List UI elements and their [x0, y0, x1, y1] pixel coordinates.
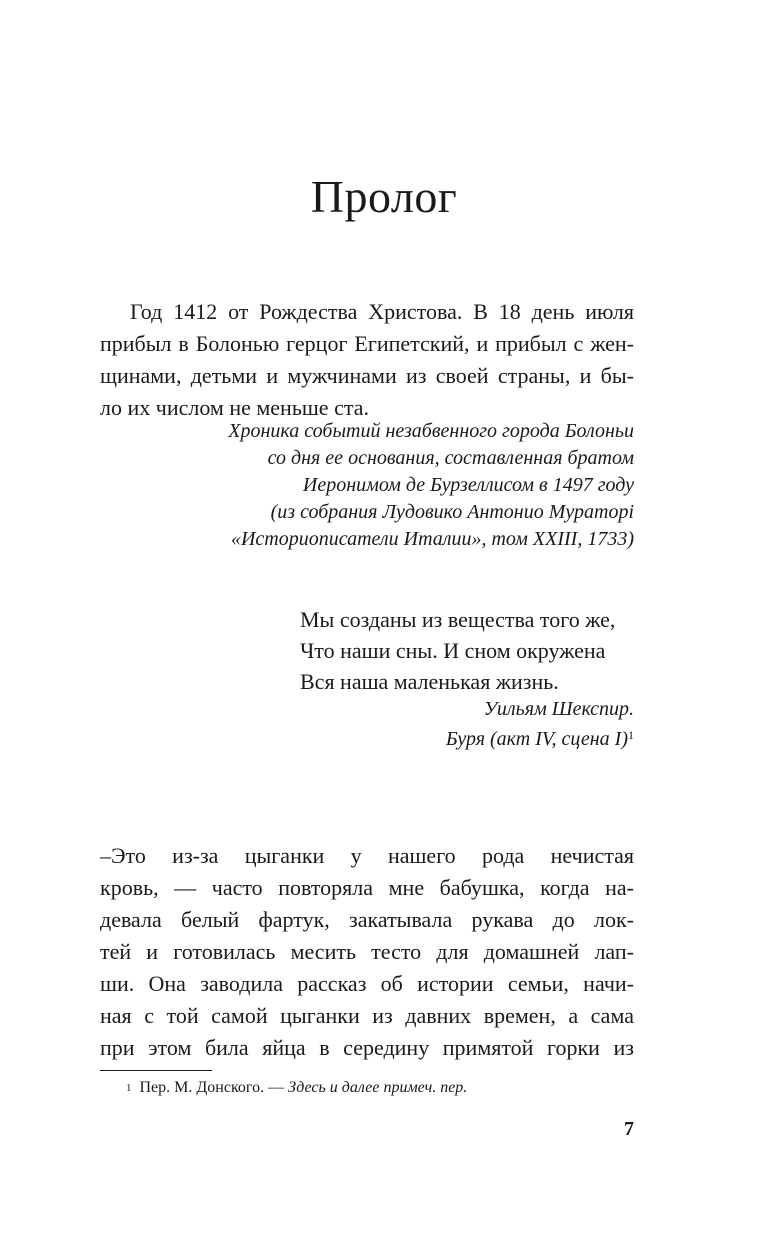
epigraph-source	[446, 724, 634, 754]
epigraph-source-text: Буря (акт IV, сцена I)	[445, 728, 628, 750]
body-line: при этом била яйца в середину примятой горки из	[100, 1035, 634, 1060]
epigraph-author: Уильям Шекспир.	[483, 698, 634, 720]
epigraph-line: щинами, детьми и мужчинами из своей страны, и бы-	[100, 363, 634, 388]
citation-line: Хроника событий незабвенного города Болоньи	[228, 420, 634, 442]
body-line: ная с той самой цыганки из давних времен, а сама	[100, 1003, 634, 1028]
page-number: 7	[624, 1118, 634, 1140]
footnote-number: 1	[126, 1082, 132, 1094]
chapter-title: Пролог	[310, 171, 458, 222]
footnote-divider	[100, 1070, 212, 1071]
footnote-text: Пер. М. Донского. —	[139, 1079, 285, 1096]
body-line: –Это из-за цыганки у нашего рода нечистая	[100, 843, 634, 868]
epigraph-line: ло их числом не меньше ста.	[100, 395, 369, 420]
citation-line: Иеронимом де Бурзеллисом в 1497 году	[302, 474, 634, 496]
footnote	[126, 1077, 467, 1099]
poem-line: Вся наша маленькая жизнь.	[300, 669, 559, 694]
poem-line: Мы созданы из вещества того же,	[300, 607, 616, 632]
body-line: девала белый фартук, закатывала рукава до лок-	[100, 907, 634, 932]
epigraph-line: прибыл в Болонью герцог Египетский, и прибыл с жен-	[100, 331, 634, 356]
footnote-note: Здесь и далее примеч. пер.	[288, 1079, 468, 1096]
citation-line: «Историописатели Италии», том XXIII, 1733)	[230, 528, 634, 550]
body-line: кровь, — часто повторяла мне бабушка, когда на-	[100, 875, 634, 900]
citation-line: (из собрания Лудовико Антонио Мураторі	[270, 501, 634, 523]
epigraph-line: Год 1412 от Рождества Христова. В 18 день июля	[130, 299, 634, 324]
poem-line: Что наши сны. И сном окружена	[300, 638, 606, 663]
citation-line: со дня ее основания, составленная братом	[267, 447, 634, 469]
body-line: ши. Она заводила рассказ об истории семьи, начи-	[100, 971, 634, 996]
body-line: тей и готовилась месить тесто для домашней лап-	[100, 939, 634, 964]
footnote-marker: 1	[628, 728, 634, 742]
